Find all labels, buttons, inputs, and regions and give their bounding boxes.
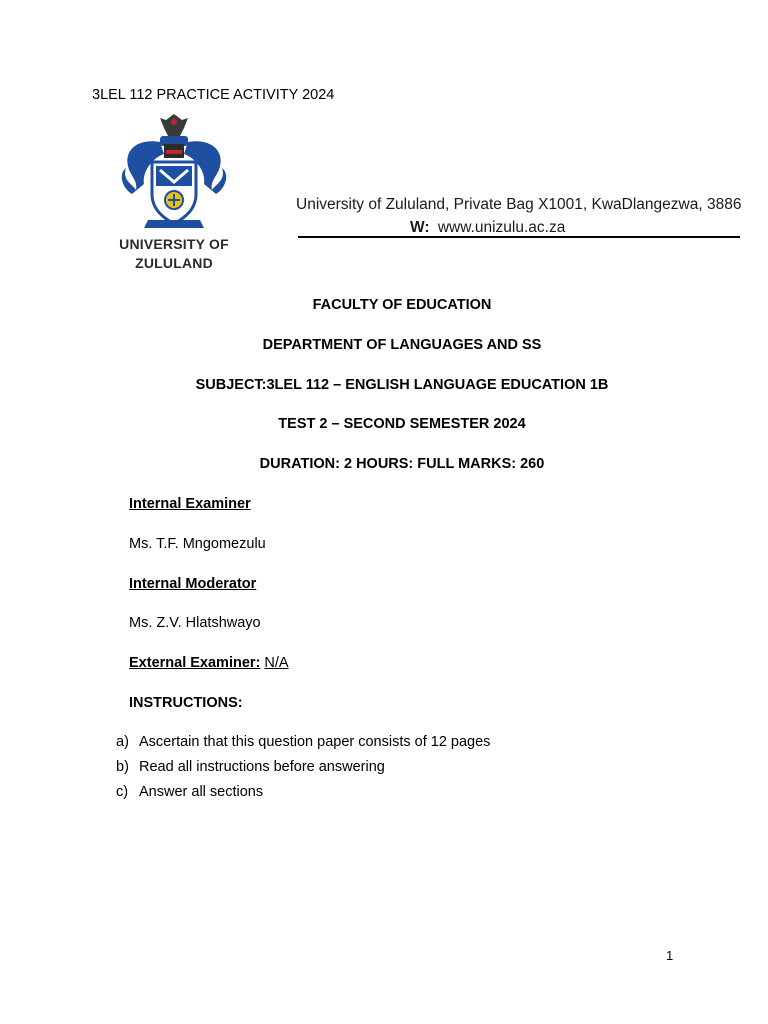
department-heading: DEPARTMENT OF LANGUAGES AND SS [262,337,542,353]
crest-icon [108,114,240,232]
logo-name-line1: UNIVERSITY OF [119,236,229,252]
external-examiner-label: External Examiner: [129,655,261,671]
faculty-heading: FACULTY OF EDUCATION [312,297,492,313]
list-marker: b) [116,759,129,775]
subject-heading: SUBJECT:3LEL 112 – ENGLISH LANGUAGE EDUCATION 1B [195,377,609,393]
website-line [410,219,565,237]
list-marker: a) [116,734,129,750]
list-text: Ascertain that this question paper consists of 12 pages [139,734,491,750]
list-marker: c) [116,784,129,800]
page-number: 1 [666,948,674,963]
internal-moderator-label: Internal Moderator [129,576,257,592]
web-label: W: [410,219,430,236]
list-item [116,784,490,809]
duration-heading: DURATION: 2 HOURS: FULL MARKS: 260 [259,456,545,472]
university-logo [108,114,240,274]
test-heading: TEST 2 – SECOND SEMESTER 2024 [278,416,526,432]
list-text: Read all instructions before answering [139,759,385,775]
list-item [116,759,490,784]
external-examiner [129,655,289,671]
internal-examiner-name: Ms. T.F. Mngomezulu [129,536,266,552]
instructions-heading: INSTRUCTIONS: [129,695,243,711]
list-item [116,734,490,759]
logo-name-line2: ZULULAND [135,255,213,271]
web-url: www.unizulu.ac.za [437,219,566,236]
internal-moderator-name: Ms. Z.V. Hlatshwayo [129,615,261,631]
internal-examiner-label: Internal Examiner [129,496,251,512]
header-divider [298,236,740,238]
document-title: 3LEL 112 PRACTICE ACTIVITY 2024 [92,87,335,103]
instructions-list [116,734,490,809]
list-text: Answer all sections [139,784,264,800]
external-examiner-value: N/A [264,655,289,671]
university-address: University of Zululand, Private Bag X1001, KwaDlangezwa, 3886 [296,196,742,213]
